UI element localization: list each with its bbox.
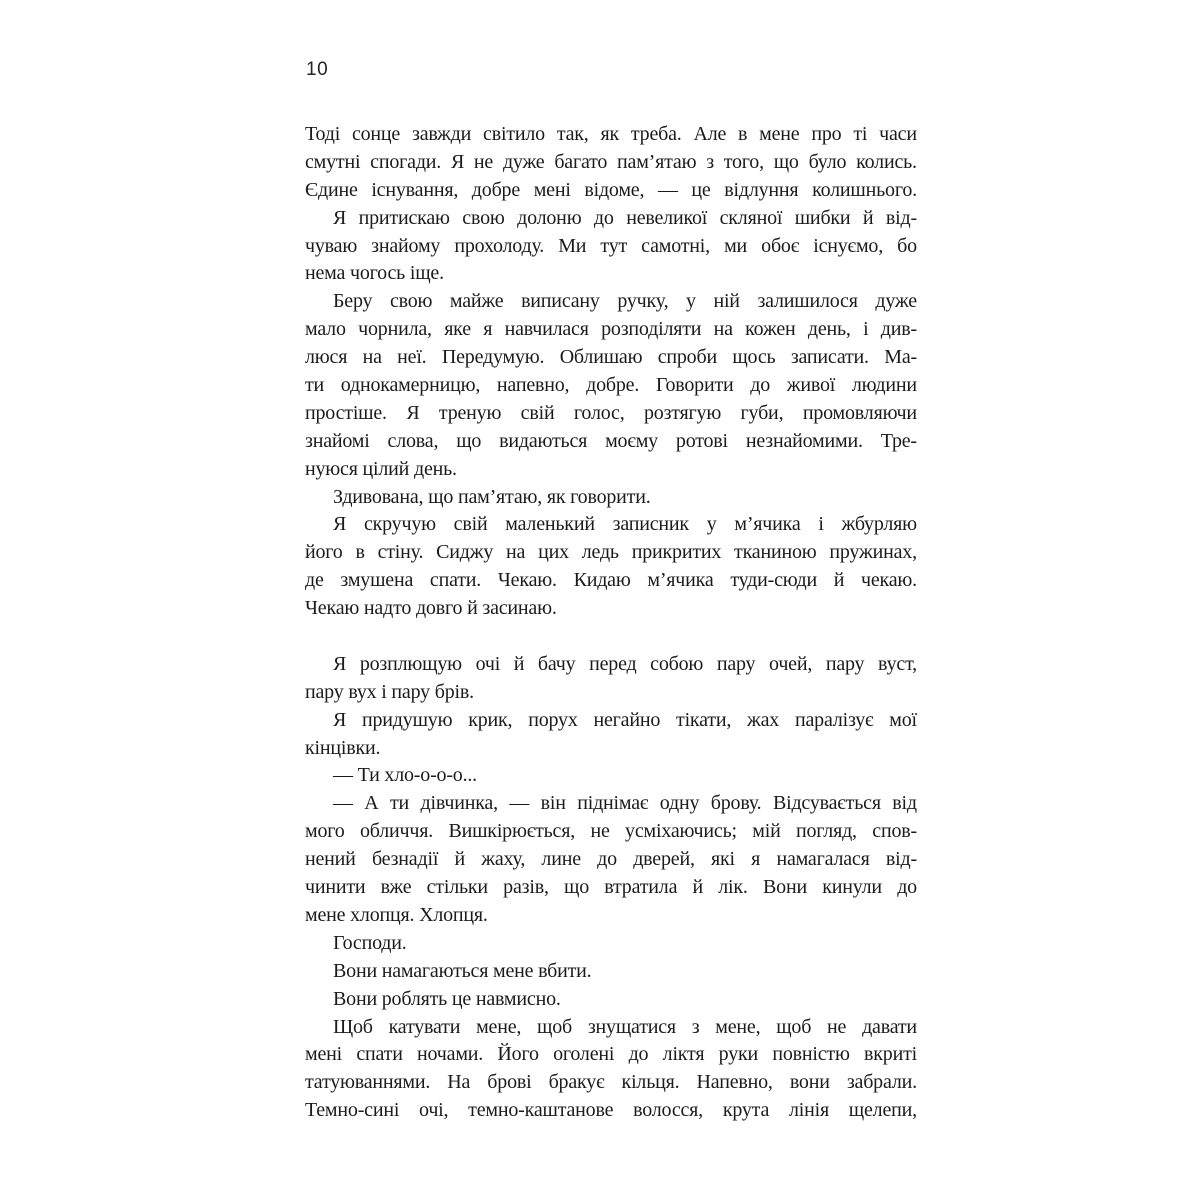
word: ті: [853, 123, 868, 145]
word: свій: [453, 513, 488, 536]
word: жаху,: [481, 848, 526, 871]
text-line: [305, 372, 917, 400]
word: пару: [716, 652, 756, 675]
text-line: [305, 511, 917, 539]
word: повністю: [772, 1043, 850, 1066]
word: губи,: [740, 401, 784, 424]
text-line: нема чогось іще.: [305, 262, 444, 285]
word: свою: [389, 290, 433, 313]
word: тікати,: [676, 708, 732, 731]
word: мене: [759, 123, 800, 145]
text-line: [305, 428, 917, 456]
word: видаються: [499, 429, 588, 452]
word: людини: [851, 374, 917, 397]
word: кільця.: [621, 1071, 680, 1094]
word: туди-сюди: [730, 569, 817, 592]
word: й: [454, 848, 465, 871]
word: я: [483, 318, 493, 341]
word: Вони: [763, 876, 807, 899]
word: чинити: [305, 876, 366, 899]
word: маленький: [505, 513, 595, 536]
word: мій: [752, 820, 781, 843]
word: А: [364, 792, 379, 815]
word: дуже: [875, 290, 917, 313]
word: ротові: [675, 429, 728, 452]
word: обоє: [761, 234, 800, 257]
word: невеликої: [626, 206, 708, 229]
word: лине: [541, 848, 581, 871]
word: кинули: [822, 876, 882, 899]
word: Я: [333, 708, 347, 731]
word: притискаю: [358, 206, 450, 229]
word: кожен: [745, 318, 796, 341]
word: про: [811, 123, 842, 145]
word: яке: [444, 318, 471, 341]
word: ручку,: [617, 290, 669, 313]
word: моєму: [605, 429, 658, 452]
word: до: [628, 1043, 649, 1066]
word: мало: [305, 318, 346, 341]
word: Я: [450, 150, 465, 173]
word: спати: [356, 1043, 403, 1066]
word: Його: [497, 1043, 539, 1066]
word: на: [506, 541, 526, 564]
word: до: [750, 374, 771, 397]
text-line: [305, 707, 917, 735]
text-line: [305, 177, 917, 205]
text-line: [305, 149, 917, 177]
word: простіше.: [305, 401, 387, 424]
word: на: [713, 318, 733, 341]
word: не: [473, 150, 494, 173]
word: мене,: [476, 1015, 522, 1038]
word: і: [818, 513, 824, 536]
word: у: [686, 290, 696, 313]
word: дівчинка,: [420, 792, 498, 815]
word: в: [355, 541, 365, 564]
text-line: нуюся цілий день.: [305, 457, 457, 480]
word: щось: [732, 346, 776, 369]
word: ночами.: [417, 1043, 484, 1066]
word: мої: [889, 708, 917, 731]
word: й: [692, 876, 704, 899]
word: намагалася: [776, 848, 870, 871]
word: як: [600, 123, 619, 145]
word: спогади.: [370, 150, 442, 173]
word: з: [691, 1015, 700, 1038]
word: навчилася: [504, 318, 589, 341]
word: Тоді: [305, 123, 341, 145]
word: відоме,: [584, 178, 645, 201]
word: голос,: [573, 401, 625, 424]
word: Тре-: [880, 429, 917, 452]
word: ліктя: [662, 1043, 705, 1066]
word: спроби: [657, 346, 717, 369]
text-line: [305, 233, 917, 261]
word: Говорити: [655, 374, 734, 397]
word: однокамерницю,: [340, 374, 481, 397]
word: бачу: [537, 652, 576, 675]
word: м’ячика: [647, 569, 714, 592]
text-line: Чекаю надто довго й засинаю.: [305, 597, 557, 620]
word: чорнила,: [358, 318, 432, 341]
word: Сиджу: [436, 541, 494, 564]
text-line: Господи.: [333, 931, 407, 954]
text-line: [305, 121, 917, 149]
word: які: [711, 848, 735, 871]
word: цих: [538, 541, 569, 564]
text-line: Здивована, що пам’ятаю, як говорити.: [333, 485, 651, 508]
word: лінія: [788, 1099, 829, 1122]
text-line: [305, 567, 917, 595]
word: чуваю: [305, 234, 358, 257]
word: майже: [449, 290, 504, 313]
word: не: [590, 820, 610, 843]
word: щоб: [776, 1015, 812, 1038]
word: Вишкірюється,: [448, 820, 576, 843]
word: ти: [390, 792, 410, 815]
word: стільки: [426, 876, 488, 899]
word: незнайомими.: [745, 429, 863, 452]
word: спати.: [429, 569, 482, 592]
word: Але: [693, 123, 727, 145]
word: На: [447, 1071, 471, 1094]
word: залишилося: [757, 290, 858, 313]
word: існування,: [371, 178, 459, 201]
word: див-: [880, 318, 917, 341]
word: самотні,: [641, 234, 710, 257]
word: від-: [885, 206, 917, 229]
word: вже: [380, 876, 412, 899]
word: скляної: [719, 206, 783, 229]
word: придушую: [362, 708, 453, 731]
word: з: [706, 150, 714, 173]
word: і: [863, 318, 869, 341]
text-line: [305, 1014, 917, 1042]
word: існуємо,: [813, 234, 883, 257]
word: щелепи,: [848, 1099, 917, 1122]
word: ній: [713, 290, 740, 313]
word: де: [305, 569, 324, 592]
word: погляд,: [796, 820, 857, 843]
word: —: [657, 178, 678, 201]
word: колишнього.: [812, 178, 917, 201]
word: слова,: [387, 429, 439, 452]
word: Щоб: [333, 1015, 373, 1038]
word: мені: [533, 178, 571, 201]
word: руки: [718, 1043, 759, 1066]
word: Відсувається: [772, 792, 881, 815]
word: негайно: [593, 708, 661, 731]
word: разів,: [503, 876, 549, 899]
word: люся: [305, 346, 348, 369]
text-line: Вони намагаються мене вбити.: [333, 959, 592, 982]
word: обличчя.: [359, 820, 434, 843]
text-line: Вони роблять це навмисно.: [333, 987, 561, 1010]
word: свою: [462, 206, 505, 229]
word: порух: [528, 708, 578, 731]
word: ледь: [581, 541, 619, 564]
word: добре: [471, 178, 521, 201]
word: треную: [438, 401, 502, 424]
text-line: [305, 316, 917, 344]
word: його: [305, 541, 343, 564]
word: бракує: [548, 1071, 605, 1094]
word: знущатися: [587, 1015, 676, 1038]
word: виписану: [521, 290, 600, 313]
word: паралізує: [794, 708, 874, 731]
word: це: [691, 178, 711, 201]
word: темно-каштанове: [468, 1099, 614, 1122]
word: до: [593, 206, 614, 229]
word: чекаю.: [861, 569, 917, 592]
word: щоб: [537, 1015, 572, 1038]
word: нений: [305, 848, 356, 871]
word: промовляючи: [802, 401, 917, 424]
word: Чекаю.: [497, 569, 557, 592]
word: пам’ятаю: [617, 150, 697, 173]
word: й: [862, 206, 874, 229]
word: оголені: [553, 1043, 615, 1066]
word: ми: [724, 234, 748, 257]
word: пружинах,: [829, 541, 917, 564]
word: собою: [650, 652, 704, 675]
word: лік.: [718, 876, 748, 899]
word: від: [892, 792, 917, 815]
word: прохолоду.: [454, 234, 545, 257]
word: брову.: [710, 792, 762, 815]
word: день,: [807, 318, 851, 341]
word: смутні: [305, 150, 361, 173]
word: очі: [475, 652, 501, 675]
word: добре.: [586, 374, 640, 397]
word: Темно-сині: [305, 1099, 400, 1122]
word: завжди: [412, 123, 472, 145]
word: Беру: [333, 290, 373, 313]
word: розплющую: [359, 652, 462, 675]
word: м’ячика: [734, 513, 801, 536]
word: розтягую: [643, 401, 722, 424]
text-line: [305, 400, 917, 428]
text-line: [305, 1069, 917, 1097]
text-line: [305, 874, 917, 902]
word: брові: [487, 1071, 532, 1094]
text-line: — Ти хло-о-о-о...: [333, 764, 477, 787]
word: —: [509, 792, 530, 815]
word: часи: [879, 123, 917, 145]
word: Я: [333, 513, 347, 536]
word: знайомі: [305, 429, 370, 452]
word: не: [827, 1015, 847, 1038]
word: до: [897, 876, 917, 899]
word: Я: [333, 206, 347, 229]
word: Кидаю: [573, 569, 631, 592]
word: вкриті: [864, 1043, 917, 1066]
word: Ми: [558, 234, 587, 257]
word: тканиною: [734, 541, 817, 564]
scene-break: [305, 623, 917, 651]
word: він: [540, 792, 566, 815]
word: мене,: [715, 1015, 761, 1038]
word: одну: [659, 792, 700, 815]
word: записник: [612, 513, 689, 536]
text-line: [305, 344, 917, 372]
word: татуюваннями.: [305, 1071, 431, 1094]
page-number: 10: [306, 59, 329, 80]
word: у: [706, 513, 717, 536]
word: відлуння: [724, 178, 799, 201]
word: свій: [520, 401, 555, 424]
word: Напевно,: [696, 1071, 773, 1094]
word: спов-: [872, 820, 917, 843]
word: очі,: [419, 1099, 449, 1122]
word: тут: [600, 234, 628, 257]
word: прикритих: [631, 541, 722, 564]
word: знайому: [371, 234, 441, 257]
word: живої: [786, 374, 836, 397]
text-line: [305, 1097, 917, 1125]
word: скручую: [363, 513, 436, 536]
word: Облишаю: [559, 346, 643, 369]
word: записати.: [790, 346, 869, 369]
word: колись.: [856, 150, 917, 173]
word: Ма-: [884, 346, 917, 369]
word: втратила: [604, 876, 678, 899]
word: мого: [305, 820, 345, 843]
word: катувати: [388, 1015, 461, 1038]
text-line: [305, 1041, 917, 1069]
word: так,: [556, 123, 589, 145]
word: вуст,: [878, 652, 917, 675]
word: й: [513, 652, 525, 675]
word: волосся,: [633, 1099, 703, 1122]
text-line: [305, 205, 917, 233]
word: в: [738, 123, 748, 145]
word: Єдине: [305, 178, 358, 201]
word: того,: [723, 150, 764, 173]
word: Я: [406, 401, 420, 424]
word: багато: [554, 150, 608, 173]
word: давати: [862, 1015, 917, 1038]
word: сонце: [351, 123, 401, 145]
word: що: [456, 429, 482, 452]
word: дуже: [502, 150, 545, 173]
word: мені: [305, 1043, 342, 1066]
word: й: [833, 569, 845, 592]
word: вони: [789, 1071, 830, 1094]
word: світило: [483, 123, 545, 145]
word: що: [773, 150, 799, 173]
word: жбурляю: [841, 513, 917, 536]
word: безнадії: [371, 848, 439, 871]
word: жах: [747, 708, 780, 731]
word: забрали.: [846, 1071, 917, 1094]
word: очей,: [769, 652, 813, 675]
word: розподіляти: [601, 318, 702, 341]
word: Передумую.: [441, 346, 545, 369]
word: шибки: [794, 206, 851, 229]
page-text-block: [305, 121, 917, 1125]
word: напевно,: [496, 374, 570, 397]
text-line: [305, 288, 917, 316]
text-line: [305, 790, 917, 818]
word: неї.: [397, 346, 427, 369]
text-line: мене хлопця. Хлопця.: [305, 903, 488, 926]
word: що: [564, 876, 590, 899]
word: долоню: [517, 206, 582, 229]
word: дверей,: [633, 848, 695, 871]
word: крик,: [468, 708, 513, 731]
word: перед: [589, 652, 637, 675]
word: від-: [885, 848, 917, 871]
word: Я: [333, 652, 347, 675]
word: стіну.: [377, 541, 424, 564]
text-line: [305, 818, 917, 846]
text-line: [305, 846, 917, 874]
word: до: [597, 848, 617, 871]
word: піднімає: [577, 792, 649, 815]
text-line: [305, 651, 917, 679]
word: пару: [825, 652, 865, 675]
word: треба.: [630, 123, 682, 145]
word: крута: [722, 1099, 770, 1122]
text-line: [305, 539, 917, 567]
text-line: кінцівки.: [305, 736, 381, 759]
text-line: пару вух і пару брів.: [305, 680, 474, 703]
word: —: [333, 792, 353, 815]
word: змушена: [340, 569, 414, 592]
word: на: [362, 346, 382, 369]
word: бо: [897, 234, 917, 257]
word: ти: [305, 374, 325, 397]
word: було: [808, 150, 847, 173]
word: я: [751, 848, 761, 871]
word: усміхаючись;: [625, 820, 737, 843]
